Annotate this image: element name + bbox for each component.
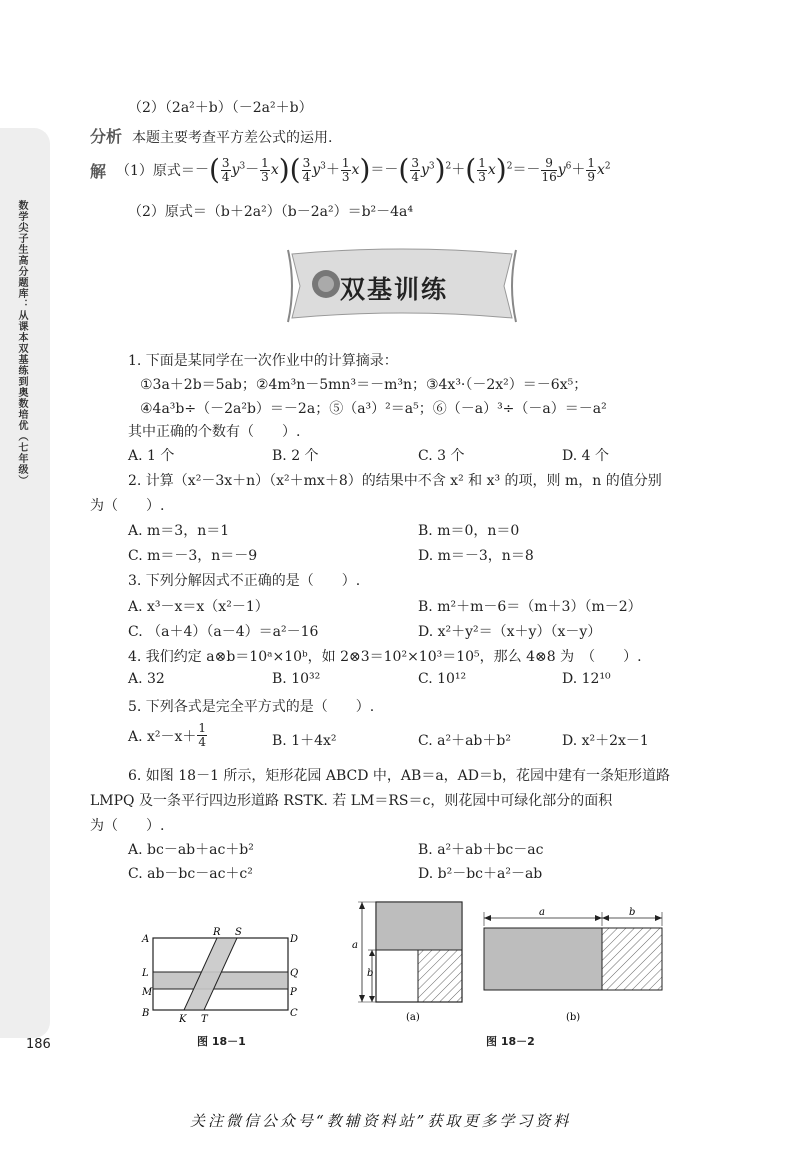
q4-option-b: B. 10³² <box>272 671 321 687</box>
q5-option-a-prefix: A. x²－x＋ <box>128 728 197 745</box>
q3-option-c: C. （a＋4）（a－4）＝a²－16 <box>128 624 319 640</box>
footer-note: 关注微信公众号“教辅资料站”获取更多学习资料 <box>190 1112 572 1130</box>
page-number: 186 <box>26 1037 51 1052</box>
q1-ask: 其中正确的个数有（ ）. <box>128 424 301 440</box>
fig2a-label-a: a <box>352 940 358 951</box>
q2-option-d: D. m＝－3，n＝8 <box>418 548 534 564</box>
q3-option-d: D. x²＋y²＝（x＋y）（x－y） <box>418 624 602 640</box>
fig1-label-q: Q <box>290 968 299 979</box>
analysis-label: 分析 <box>90 127 123 146</box>
q1-option-a: A. 1 个 <box>128 448 175 464</box>
figure-18-1-caption: 图 18－1 <box>197 1035 246 1048</box>
q6-option-d: D. b²－bc＋a²－ab <box>418 866 543 882</box>
solution-2: （2）原式＝（b＋2a²）（b－2a²）＝b²－4a⁴ <box>128 204 414 220</box>
q6-line2: LMPQ 及一条平行四边形道路 RSTK. 若 LM＝RS＝c，则花园中可绿化部分的面积 <box>90 793 613 809</box>
figure-18-1 <box>138 926 308 1026</box>
fig1-label-r: R <box>213 927 221 938</box>
fig2b-sublabel: (b) <box>566 1012 581 1023</box>
q2-stem: 2. 计算（x²－3x＋n）（x²＋mx＋8）的结果中不含 x² 和 x³ 的项，则 m，n 的值分别 <box>128 473 662 489</box>
q6-option-b: B. a²＋ab＋bc－ac <box>418 842 544 858</box>
section-title: 双基训练 <box>340 275 449 304</box>
q1-line1: ①3a＋2b＝5ab；②4m³n－5mn³＝－m³n；③4x³·（－2x²）＝－6x⁵； <box>140 377 588 393</box>
q5-stem: 5. 下列各式是完全平方式的是（ ）. <box>128 699 375 715</box>
fig1-label-t: T <box>201 1014 208 1025</box>
q2-option-c: C. m＝－3，n＝－9 <box>128 548 258 564</box>
q4-option-a: A. 32 <box>128 671 165 687</box>
side-tab <box>0 128 50 1038</box>
solution-row <box>90 150 611 190</box>
q1-option-c: C. 3 个 <box>418 448 465 464</box>
solution-1-prefix: （1）原式＝ <box>116 163 195 179</box>
fig2b-label-b: b <box>629 907 636 918</box>
fig1-label-l: L <box>142 968 149 979</box>
fig1-label-c: C <box>290 1008 298 1019</box>
q1-line2: ④4a³b÷（－2a²b）＝－2a；⑤（a³）²＝a⁵；⑥（－a）³÷（－a）＝－a² <box>140 401 607 417</box>
fig1-label-m: M <box>142 987 153 998</box>
q6-line3: 为（ ）. <box>90 818 165 834</box>
figure-18-2a <box>348 898 468 1028</box>
q2-option-b: B. m＝0，n＝0 <box>418 523 520 539</box>
q1-stem: 1. 下面是某同学在一次作业中的计算摘录： <box>128 353 398 369</box>
fig1-label-s: S <box>235 927 242 938</box>
q5-option-c: C. a²＋ab＋b² <box>418 733 511 749</box>
q4-option-c: C. 10¹² <box>418 671 467 687</box>
q4-stem: 4. 我们约定 a⊗b＝10ᵃ×10ᵇ，如 2⊗3＝10²×10³＝10⁵，那么 4⊗8 为 （ ）. <box>128 649 642 665</box>
q3-option-b: B. m²＋m－6＝（m＋3）（m－2） <box>418 599 642 615</box>
q5-option-b: B. 1＋4x² <box>272 733 337 749</box>
analysis-row <box>90 124 332 147</box>
fig1-label-b: B <box>142 1008 150 1019</box>
q6-line1: 6. 如图 18－1 所示，矩形花园 ABCD 中，AB＝a，AD＝b，花园中建有一条矩形道路 <box>128 768 670 784</box>
analysis-text: 本题主要考查平方差公式的运用. <box>132 130 333 146</box>
prev-item-2: （2）（2a²＋b）（－2a²＋b） <box>128 100 313 116</box>
q4-option-d: D. 12¹⁰ <box>562 671 611 687</box>
fig1-label-a: A <box>142 934 150 945</box>
q6-option-a: A. bc－ab＋ac＋b² <box>128 842 254 858</box>
q3-stem: 3. 下列分解因式不正确的是（ ）. <box>128 573 361 589</box>
solution-1-formula: －( $\frac{3}{4}$ $y^3-$ $\frac{1}{3}$ x)( $\frac{3}{4}$ $y^3+$ $\frac{1}{3}$ x)＝－( $\frac{3}{4}$ $y^3)^2+$( $\frac{1}{3}$ x)$^2$＝－ $\frac{9}{16}$ $y^6+$ $\frac{1}{9}$ $x^2$ <box>194 153 611 186</box>
fig2b-label-a: a <box>539 907 545 918</box>
q5-option-a-fraction: $\frac{1}{4}$ <box>198 721 207 749</box>
fig1-label-k: K <box>179 1014 187 1025</box>
fig2a-label-b: b <box>367 968 374 979</box>
q1-option-d: D. 4 个 <box>562 448 609 464</box>
figure-18-2b <box>478 906 668 1026</box>
q1-option-b: B. 2 个 <box>272 448 319 464</box>
q2-stem2: 为（ ）. <box>90 498 165 514</box>
fig1-label-d: D <box>290 934 299 945</box>
fig2a-sublabel: (a) <box>406 1012 420 1023</box>
side-title: 数学尖子生高分题库：从课本双基练到奥数培优（七年级） <box>16 200 27 486</box>
fig1-label-p: P <box>290 987 297 998</box>
q6-option-c: C. ab－bc－ac＋c² <box>128 866 253 882</box>
figure-18-2-caption: 图 18－2 <box>486 1035 535 1048</box>
q5-option-a <box>128 722 208 749</box>
q3-option-a: A. x³－x＝x（x²－1） <box>128 599 269 615</box>
solution-label: 解 <box>90 161 107 181</box>
q5-option-d: D. x²＋2x－1 <box>562 733 649 749</box>
q2-option-a: A. m＝3，n＝1 <box>128 523 230 539</box>
